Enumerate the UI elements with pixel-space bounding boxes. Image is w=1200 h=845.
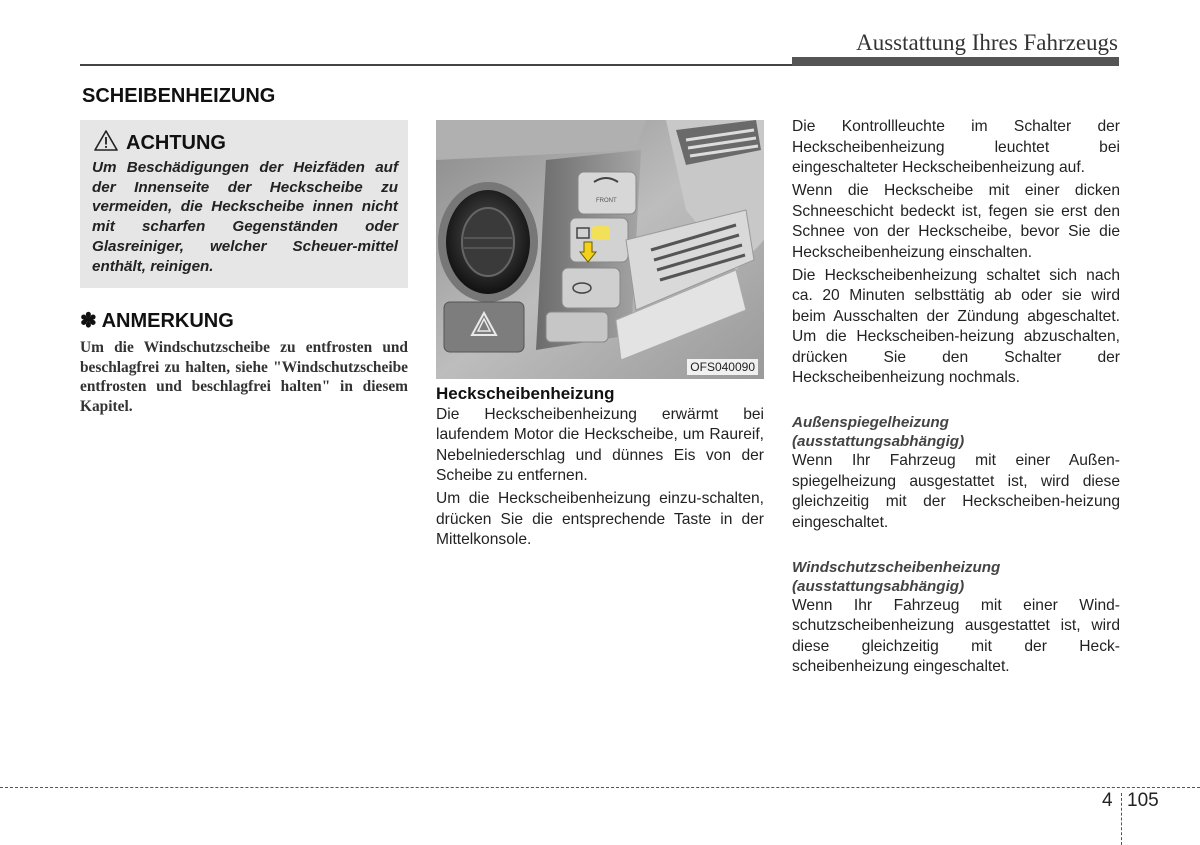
console-photo	[436, 120, 764, 379]
warning-title: ACHTUNG	[126, 132, 226, 154]
header-rule	[80, 64, 792, 66]
warning-text: Um Beschädigungen der Heizfäden auf der Innenseite der Heckscheibe zu vermeiden, die Heckscheibe innen nicht mit scharfen Gegenständen oder Glasreiniger, welcher Scheuer-mittel enthält, reinigen.	[92, 159, 398, 275]
heading-line: (ausstattungsabhängig)	[792, 433, 965, 450]
warning-box	[80, 120, 408, 288]
page-number: 105	[1127, 790, 1159, 811]
paragraph: Die Heckscheibenheizung erwärmt bei laufendem Motor die Heckscheibe, um Raureif, Nebelniederschlag und dünnes Eis von der Scheibe zu entfernen.	[436, 405, 764, 484]
footer-divider	[1121, 793, 1122, 845]
paragraph: Wenn Ihr Fahrzeug mit einer Wind-schutzscheibenheizung ausgestattet ist, wird diese gleichzeitig mit der Heck-scheibenheizung eingeschaltet.	[792, 596, 1120, 675]
paragraph: Wenn die Heckscheibe mit einer dicken Schneeschicht bedeckt ist, fegen sie erst den Schnee von der Heckscheibe, bevor Sie die Heckscheibenheizung einschalten.	[792, 182, 1120, 261]
mirror-heating-heading	[792, 413, 1120, 451]
warning-triangle-icon	[94, 130, 118, 157]
windshield-heating-heading	[792, 558, 1120, 596]
heading-line: Windschutzscheibenheizung	[792, 558, 1001, 576]
right-column	[792, 117, 1120, 680]
paragraph: Die Heckscheibenheizung schaltet sich nach ca. 20 Minuten selbsttätig ab oder sie wird beim Ausschalten der Zündung abgeschaltet. Um die Heckscheiben-heizung abzuschalten, drücken Sie den Schalter der Heckscheibenheizung nochmals.	[792, 266, 1120, 386]
paragraph: Wenn Ihr Fahrzeug mit einer Außen-spiegelheizung ausgestattet ist, wird diese gleichzeitig mit der Heckscheiben-heizung eingeschaltet.	[792, 452, 1120, 531]
chapter-number: 4	[1102, 790, 1113, 811]
note-text: Um die Windschutzscheibe zu entfrosten und beschlagfrei zu halten, siehe "Windschutzscheibe entfrosten und beschlagfrei halten" in diesem Kapitel.	[80, 339, 408, 416]
heading-line: (ausstattungsabhängig)	[792, 577, 965, 595]
front-button-label: FRONT	[596, 198, 617, 204]
paragraph: Die Kontrollleuchte im Schalter der Heckscheibenheizung leuchtet bei eingeschalteter Heckscheibenheizung auf.	[792, 118, 1120, 176]
warning-heading	[94, 130, 226, 157]
header-rule-bar	[792, 57, 1119, 66]
middle-column	[436, 384, 764, 553]
note-heading: ✽ ANMERKUNG	[80, 310, 234, 332]
section-title: SCHEIBENHEIZUNG	[82, 85, 276, 107]
footer-rule	[0, 787, 1200, 788]
running-header: Ausstattung Ihres Fahrzeugs	[856, 30, 1118, 55]
subsection-heading: Heckscheibenheizung	[436, 384, 615, 403]
figure-code: OFS040090	[687, 359, 758, 375]
paragraph: Um die Heckscheibenheizung einzu-schalten, drücken Sie die entsprechende Taste in der Mittelkonsole.	[436, 490, 764, 548]
heading-line: Außenspiegelheizung	[792, 414, 949, 431]
